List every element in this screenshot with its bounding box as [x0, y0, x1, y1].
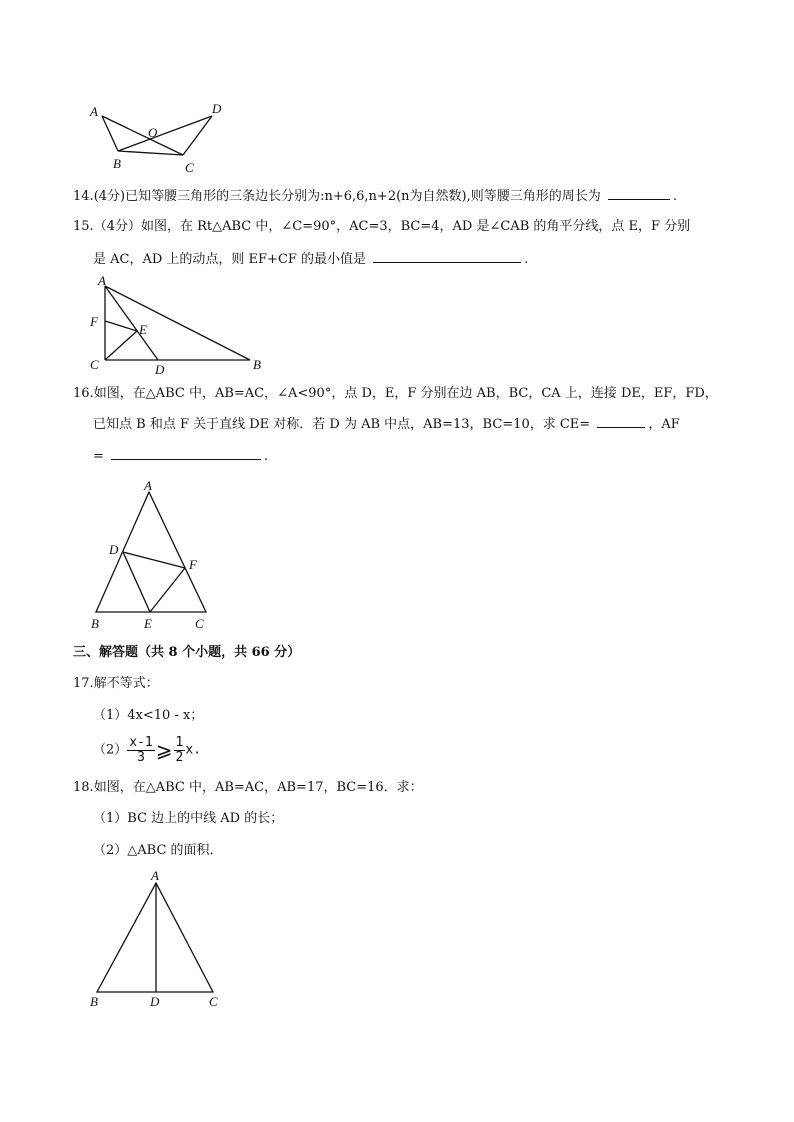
q17-part1: （1）4x<10 - x；	[93, 708, 204, 723]
q18-triangle-abc	[97, 883, 213, 992]
q16-ce-blank[interactable]	[597, 413, 645, 428]
q16-period: .	[264, 449, 269, 464]
q16-line1: 如图，在△ABC 中，AB=AC，∠A<90°，点 D，E，F 分别在边 AB，BC，CA 上，连接 DE，EF，FD，	[93, 386, 718, 401]
q16-line2-after: ，AF	[648, 417, 680, 432]
q16-line-de	[123, 552, 150, 612]
q15-line2-text: 是 AC，AD 上的动点，则 EF+CF 的最小值是	[93, 252, 367, 267]
q17-text: 解不等式：	[93, 676, 159, 691]
question-17	[73, 673, 159, 695]
q16-line3	[93, 445, 268, 468]
q18-label-b: B	[90, 994, 98, 1009]
q15-label-d: D	[155, 362, 165, 377]
q13-label-o: O	[148, 125, 158, 140]
q15-label-e: E	[139, 322, 147, 337]
q17-fraction-left	[127, 736, 154, 765]
q16-label-b: B	[91, 616, 99, 631]
q16-line3-eq: =	[93, 449, 104, 464]
q18-label-a: A	[151, 868, 159, 883]
q17-part2	[93, 735, 201, 766]
q17-number: 17.	[73, 676, 94, 691]
q15-label-f: F	[90, 314, 98, 329]
q15-line1: （4分）如图，在 Rt△ABC 中，∠C=90°，AC=3，BC=4，AD 是∠CAB 的角平分线，点 E，F 分别	[93, 219, 691, 234]
q16-label-c: C	[195, 616, 204, 631]
q15-line-ce	[105, 331, 137, 360]
question-16	[73, 383, 718, 405]
q15-label-a: A	[98, 273, 106, 288]
q16-line-ef	[150, 568, 185, 612]
q13-label-b: B	[113, 156, 121, 171]
q17-fraction-right	[174, 736, 186, 765]
q16-af-blank[interactable]	[111, 445, 261, 460]
q15-label-c: C	[90, 357, 99, 372]
q15-line2	[93, 248, 528, 271]
section-3-title: 三、解答题（共 8 个小题，共 66 分）	[73, 645, 301, 660]
q16-label-a: A	[144, 478, 152, 493]
q16-figure	[85, 476, 225, 631]
q13-line-ab	[102, 116, 118, 151]
q17-frac-left-num: x-1	[129, 734, 153, 750]
q16-label-f: F	[189, 557, 197, 572]
q15-line-fe	[105, 321, 137, 331]
q13-line-ac	[102, 116, 183, 155]
q13-label-a: A	[90, 104, 98, 119]
q18-figure	[85, 866, 235, 1016]
q15-figure	[85, 272, 275, 377]
question-15	[73, 216, 690, 238]
question-18	[73, 777, 423, 799]
q14-number: 14.	[73, 189, 94, 204]
q15-answer-blank[interactable]	[373, 248, 521, 263]
q15-label-b: B	[253, 357, 261, 372]
q13-figure	[85, 98, 225, 178]
q17-part2-prefix: （2）	[93, 742, 128, 758]
q14-period: .	[672, 189, 678, 204]
q17-frac-right-den: 2	[175, 749, 184, 765]
q17-frac-left-den: 3	[137, 749, 145, 765]
q13-label-d: D	[212, 101, 222, 116]
q16-line-df	[123, 552, 185, 568]
q18-text: 如图，在△ABC 中，AB=AC，AB=17，BC=16．求：	[93, 780, 423, 795]
q17-part2-suffix: x.	[185, 742, 202, 758]
q18-number: 18.	[73, 780, 94, 795]
q14-answer-blank[interactable]	[608, 185, 670, 200]
q18-label-d: D	[150, 994, 160, 1009]
q17-frac-right-num: 1	[175, 734, 184, 750]
q13-line-bc	[118, 151, 183, 155]
q18-part2: （2）△ABC 的面积．	[93, 843, 223, 858]
q15-period: .	[524, 252, 529, 267]
q15-line-ab	[105, 286, 250, 360]
q16-number: 16.	[73, 386, 94, 401]
q15-number: 15.	[73, 219, 94, 234]
q16-line2	[93, 413, 680, 436]
question-14	[73, 185, 677, 208]
q18-part1: （1）BC 边上的中线 AD 的长；	[93, 811, 284, 826]
q18-label-c: C	[209, 994, 218, 1009]
q13-label-c: C	[185, 160, 194, 175]
q16-label-d: D	[109, 542, 119, 557]
q17-ge-sign: ⩾	[155, 738, 173, 762]
q16-line2-text: 已知点 B 和点 F 关于直线 DE 对称．若 D 为 AB 中点，AB=13，BC=10，求 CE=	[93, 417, 591, 432]
q14-text: (4分)已知等腰三角形的三条边长分别为:n+6,6,n+2(n为自然数),则等腰三角形的周长为	[93, 189, 601, 204]
q16-label-e: E	[144, 616, 152, 631]
